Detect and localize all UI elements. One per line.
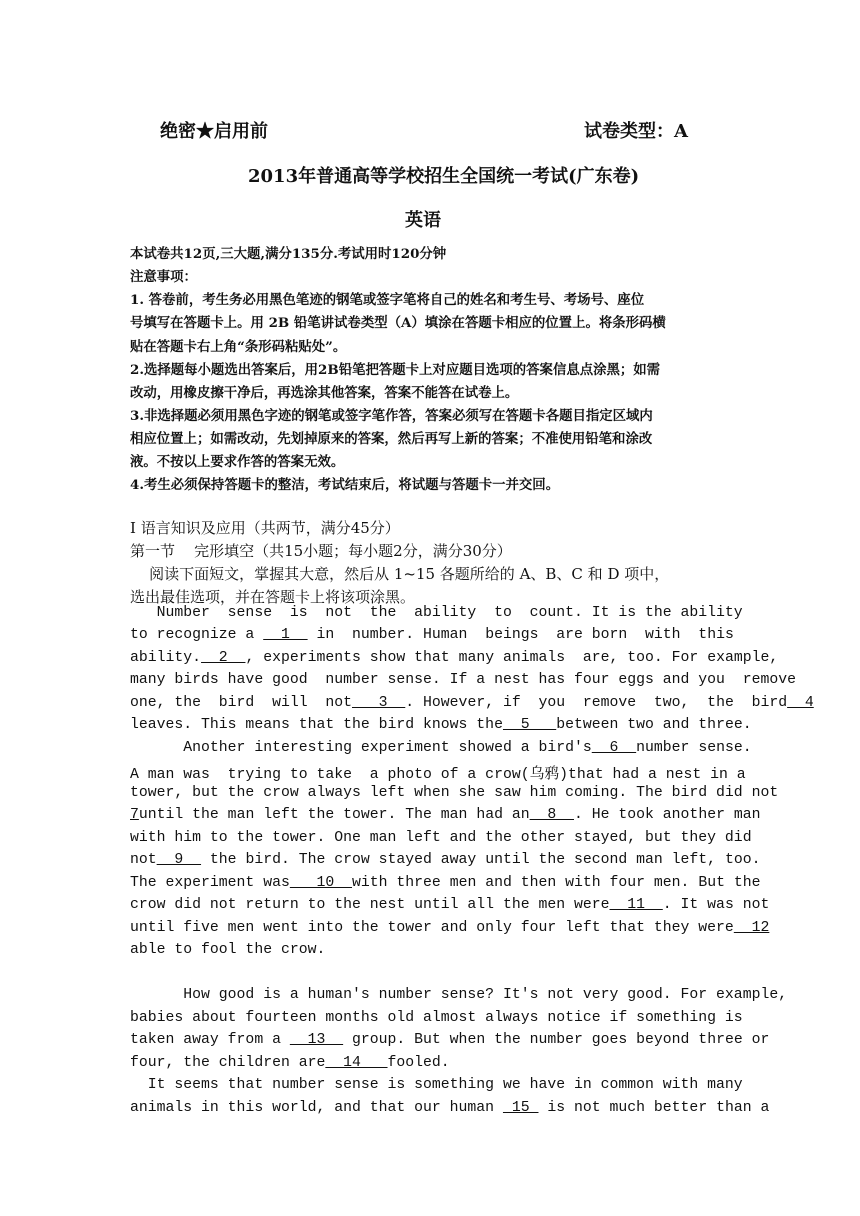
blank-5[interactable]: 5	[502, 717, 557, 733]
instruction-line: 阅读下面短文，掌握其大意，然后从 1~15 各题所给的 A、B、C 和 D 项中，	[130, 565, 670, 583]
passage-line: A man was trying to take a photo of a crow(乌鸦)that had a nest in a	[130, 767, 746, 783]
passage-line: able to fool the crow.	[130, 942, 326, 958]
notes-line: 4.考生必须保持答题卡的整洁，考试结束后，将试题与答题卡一并交回。	[130, 477, 560, 493]
notes-line: 改动，用橡皮擦干净后，再选涂其他答案，答案不能答在试卷上。	[130, 385, 519, 401]
blank-12[interactable]: 12	[733, 920, 770, 936]
notes-line: 贴在答题卡右上角“条形码粘贴处”。	[130, 339, 347, 355]
passage-line: taken away from a 13 group. But when the number goes beyond three or	[130, 1032, 770, 1048]
blank-8[interactable]: 8	[529, 807, 574, 823]
passage-line: not 9 the bird. The crow stayed away until the second man left, too.	[130, 852, 761, 868]
passage-line: crow did not return to the nest until all the men were 11 . It was not	[130, 897, 770, 913]
blank-9[interactable]: 9	[156, 852, 202, 868]
passage-line: animals in this world, and that our human 15 is not much better than a	[130, 1100, 770, 1116]
confidential-label: 绝密★启用前	[160, 121, 268, 142]
notes-line: 液。不按以上要求作答的答案无效。	[130, 454, 345, 470]
blank-1[interactable]: 1	[263, 627, 308, 643]
blank-4[interactable]: 4	[787, 695, 814, 711]
subsection-heading: 第一节 完形填空（共15小题；每小题2分，满分30分）	[130, 542, 512, 560]
blank-7[interactable]: 7	[130, 807, 139, 823]
passage-line: four, the children are 14 fooled.	[130, 1055, 450, 1071]
notes-line: 注意事项：	[130, 269, 197, 285]
exam-title: 2013年普通高等学校招生全国统一考试(广东卷)	[248, 166, 640, 187]
passage-line: tower, but the crow always left when she saw him coming. The bird did not	[130, 785, 779, 801]
instruction-line: 选出最佳选项，并在答题卡上将该项涂黑。	[130, 588, 416, 606]
blank-2[interactable]: 2	[201, 650, 246, 666]
passage-line: The experiment was 10 with three men and then with four men. But the	[130, 875, 761, 891]
passage-line: to recognize a 1 in number. Human beings are born with this	[130, 627, 734, 643]
notes-line: 3.非选择题必须用黑色字迹的钢笔或签字笔作答，答案必须写在答题卡各题目指定区域内	[130, 408, 653, 424]
passage-line: until five men went into the tower and only four left that they were 12	[130, 920, 770, 936]
notes-line: 相应位置上；如需改动，先划掉原来的答案，然后再写上新的答案；不准使用铅笔和涂改	[130, 431, 653, 447]
notes-line: 号填写在答题卡上。用 2B 铅笔讲试卷类型（A）填涂在答题卡相应的位置上。将条形码横	[130, 315, 666, 331]
blank-15[interactable]: 15	[502, 1100, 539, 1116]
passage-line: Another interesting experiment showed a bird's 6 number sense.	[130, 740, 752, 756]
passage-line: It seems that number sense is something we have in common with many	[130, 1077, 743, 1093]
passage-line: 7until the man left the tower. The man had an 8 . He took another man	[130, 807, 761, 823]
blank-14[interactable]: 14	[325, 1055, 388, 1071]
subject-title: 英语	[405, 210, 441, 231]
part-heading: I 语言知识及应用（共两节，满分45分）	[130, 519, 400, 537]
blank-13[interactable]: 13	[289, 1032, 344, 1048]
passage-line: ability. 2 , experiments show that many animals are, too. For example,	[130, 650, 779, 666]
paper-type-label: 试卷类型：A	[584, 121, 688, 142]
blank-11[interactable]: 11	[609, 897, 663, 913]
passage-line: How good is a human's number sense? It's not very good. For example,	[130, 987, 788, 1003]
passage-line: one, the bird will not 3 . However, if you remove two, the bird 4	[130, 695, 814, 711]
passage-line: with him to the tower. One man left and the other stayed, but they did	[130, 830, 752, 846]
passage-line: Number sense is not the ability to count. It is the ability	[130, 605, 743, 621]
blank-6[interactable]: 6	[591, 740, 637, 756]
notes-line: 1. 答卷前，考生务必用黑色笔迹的钢笔或签字笔将自己的姓名和考生号、考场号、座位	[130, 292, 645, 308]
passage-line: many birds have good number sense. If a nest has four eggs and you remove	[130, 672, 796, 688]
blank-3[interactable]: 3	[352, 695, 406, 711]
notes-line: 2.选择题每小题选出答案后，用2B铅笔把答题卡上对应题目选项的答案信息点涂黑；如需	[130, 362, 661, 378]
passage-line: leaves. This means that the bird knows the 5 between two and three.	[130, 717, 752, 733]
blank-10[interactable]: 10	[289, 875, 353, 891]
passage-line: babies about fourteen months old almost always notice if something is	[130, 1010, 743, 1026]
notes-line: 本试卷共12页,三大题,满分135分.考试用时120分钟	[130, 246, 447, 262]
